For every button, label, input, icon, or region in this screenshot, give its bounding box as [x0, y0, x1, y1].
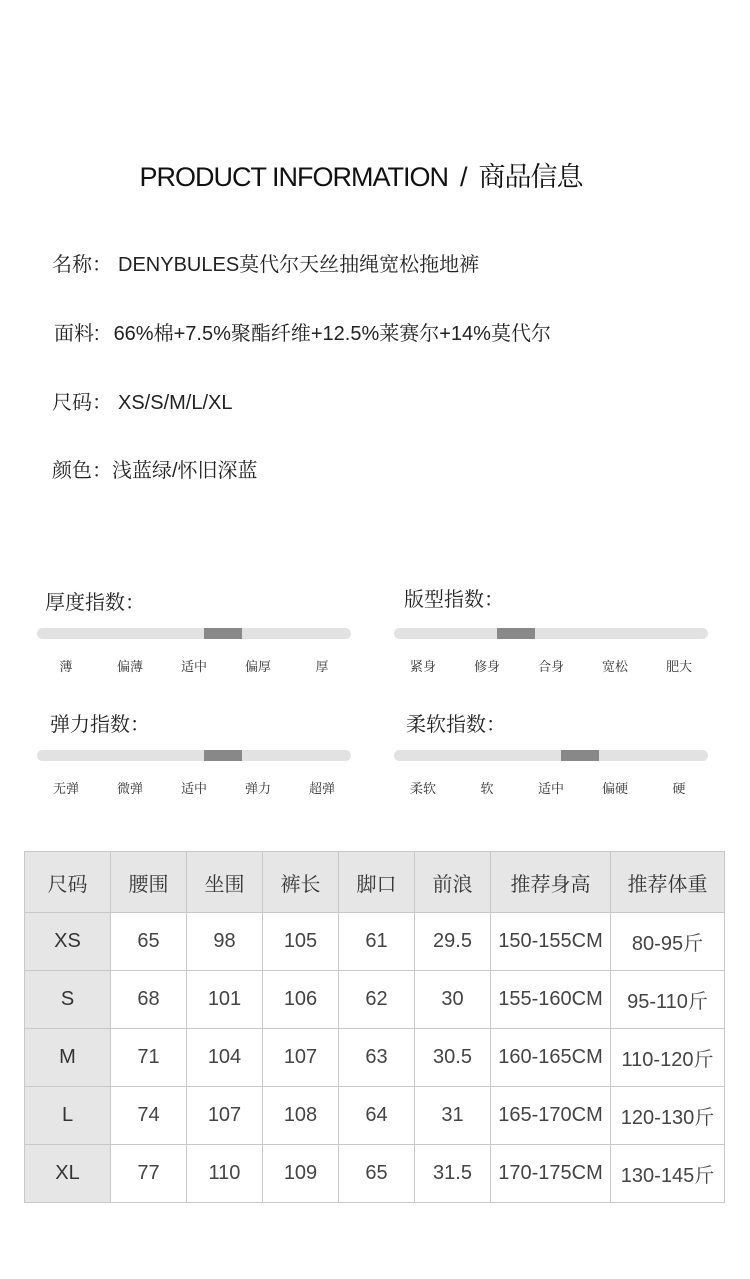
table-cell: 109 — [263, 1145, 339, 1203]
thickness-option: 偏薄 — [116, 659, 143, 674]
table-cell: 71 — [111, 1029, 187, 1087]
thickness-option: 厚 — [315, 659, 329, 674]
fit-index — [394, 586, 708, 696]
table-cell: 106 — [263, 971, 339, 1029]
table-cell: 31 — [415, 1087, 491, 1145]
table-cell: M — [25, 1029, 111, 1087]
softness-indicator — [561, 750, 599, 761]
title-separator: / — [459, 162, 467, 192]
table-cell: 61 — [339, 913, 415, 971]
thickness-option: 偏厚 — [244, 659, 271, 674]
fit-indicator — [497, 628, 535, 639]
info-label: 名称： — [52, 254, 112, 276]
table-cell: 29.5 — [415, 913, 491, 971]
table-cell: 64 — [339, 1087, 415, 1145]
header-front-rise: 前浪 — [415, 852, 491, 913]
table-cell: 150-155CM — [491, 913, 611, 971]
elasticity-indicator — [204, 750, 242, 761]
table-cell: 62 — [339, 971, 415, 1029]
info-value: 浅蓝绿/怀旧深蓝 — [112, 460, 258, 482]
thickness-index — [37, 586, 351, 696]
table-cell: 107 — [187, 1087, 263, 1145]
table-cell: 30.5 — [415, 1029, 491, 1087]
header-hip: 坐围 — [187, 852, 263, 913]
table-cell: 77 — [111, 1145, 187, 1203]
info-value: DENYBULES莫代尔天丝抽绳宽松拖地裤 — [118, 254, 480, 276]
table-row — [25, 1145, 725, 1203]
table-cell: 155-160CM — [491, 971, 611, 1029]
table-row — [25, 913, 725, 971]
table-cell: S — [25, 971, 111, 1029]
elasticity-index — [37, 708, 351, 818]
info-label: 面料: — [54, 323, 100, 345]
table-cell: 31.5 — [415, 1145, 491, 1203]
table-cell: 80-95斤 — [611, 913, 725, 971]
elasticity-option: 无弹 — [52, 781, 79, 796]
table-cell: L — [25, 1087, 111, 1145]
table-cell: XS — [25, 913, 111, 971]
table-cell: 160-165CM — [491, 1029, 611, 1087]
softness-option: 适中 — [537, 781, 564, 796]
table-cell: XL — [25, 1145, 111, 1203]
table-cell: 74 — [111, 1087, 187, 1145]
fit-option: 宽松 — [601, 659, 628, 674]
elasticity-option: 微弹 — [116, 781, 143, 796]
table-cell: 107 — [263, 1029, 339, 1087]
thickness-track — [37, 628, 351, 639]
table-cell: 95-110斤 — [611, 971, 725, 1029]
softness-index — [394, 708, 708, 818]
elasticity-option: 超弹 — [308, 781, 335, 796]
softness-option: 软 — [480, 781, 494, 796]
elasticity-track — [37, 750, 351, 761]
info-row-color — [52, 454, 258, 483]
info-label: 尺码： — [52, 392, 112, 414]
table-cell: 104 — [187, 1029, 263, 1087]
thickness-indicator — [204, 628, 242, 639]
fit-option: 修身 — [473, 659, 500, 674]
table-cell: 108 — [263, 1087, 339, 1145]
thickness-option: 适中 — [180, 659, 207, 674]
softness-option: 硬 — [672, 781, 686, 796]
info-value: 66%棉+7.5%聚酯纤维+12.5%莱赛尔+14%莫代尔 — [113, 323, 551, 345]
table-row — [25, 1029, 725, 1087]
header-size: 尺码 — [25, 852, 111, 913]
table-cell: 63 — [339, 1029, 415, 1087]
page-title — [0, 155, 722, 194]
softness-option: 柔软 — [409, 781, 436, 796]
table-cell: 110-120斤 — [611, 1029, 725, 1087]
header-height: 推荐身高 — [491, 852, 611, 913]
header-weight: 推荐体重 — [611, 852, 725, 913]
table-cell: 170-175CM — [491, 1145, 611, 1203]
elasticity-option: 适中 — [180, 781, 207, 796]
thickness-index-title: 厚度指数： — [45, 592, 145, 614]
softness-track — [394, 750, 708, 761]
info-value: XS/S/M/L/XL — [118, 392, 233, 414]
fit-index-title: 版型指数： — [404, 589, 504, 611]
table-cell: 105 — [263, 913, 339, 971]
info-row-fabric — [54, 317, 551, 346]
thickness-option: 薄 — [59, 659, 73, 674]
table-cell: 30 — [415, 971, 491, 1029]
table-cell: 130-145斤 — [611, 1145, 725, 1203]
elasticity-index-title: 弹力指数： — [50, 714, 150, 736]
table-header-row — [25, 852, 725, 913]
table-cell: 101 — [187, 971, 263, 1029]
table-cell: 98 — [187, 913, 263, 971]
info-label: 颜色： — [52, 460, 112, 482]
table-cell: 120-130斤 — [611, 1087, 725, 1145]
table-cell: 68 — [111, 971, 187, 1029]
info-row-name — [52, 248, 479, 277]
fit-option: 肥大 — [665, 659, 692, 674]
header-waist: 腰围 — [111, 852, 187, 913]
info-row-size — [52, 386, 233, 415]
softness-index-title: 柔软指数： — [406, 714, 506, 736]
table-cell: 110 — [187, 1145, 263, 1203]
header-length: 裤长 — [263, 852, 339, 913]
fit-track — [394, 628, 708, 639]
fit-option: 紧身 — [409, 659, 436, 674]
table-cell: 165-170CM — [491, 1087, 611, 1145]
elasticity-option: 弹力 — [244, 781, 271, 796]
fit-option: 合身 — [537, 659, 564, 674]
table-row — [25, 1087, 725, 1145]
table-row — [25, 971, 725, 1029]
softness-option: 偏硬 — [601, 781, 628, 796]
size-table — [24, 851, 725, 1203]
table-cell: 65 — [339, 1145, 415, 1203]
header-hem: 脚口 — [339, 852, 415, 913]
title-english: PRODUCT INFORMATION — [139, 162, 448, 192]
table-cell: 65 — [111, 913, 187, 971]
title-chinese: 商品信息 — [478, 162, 583, 192]
